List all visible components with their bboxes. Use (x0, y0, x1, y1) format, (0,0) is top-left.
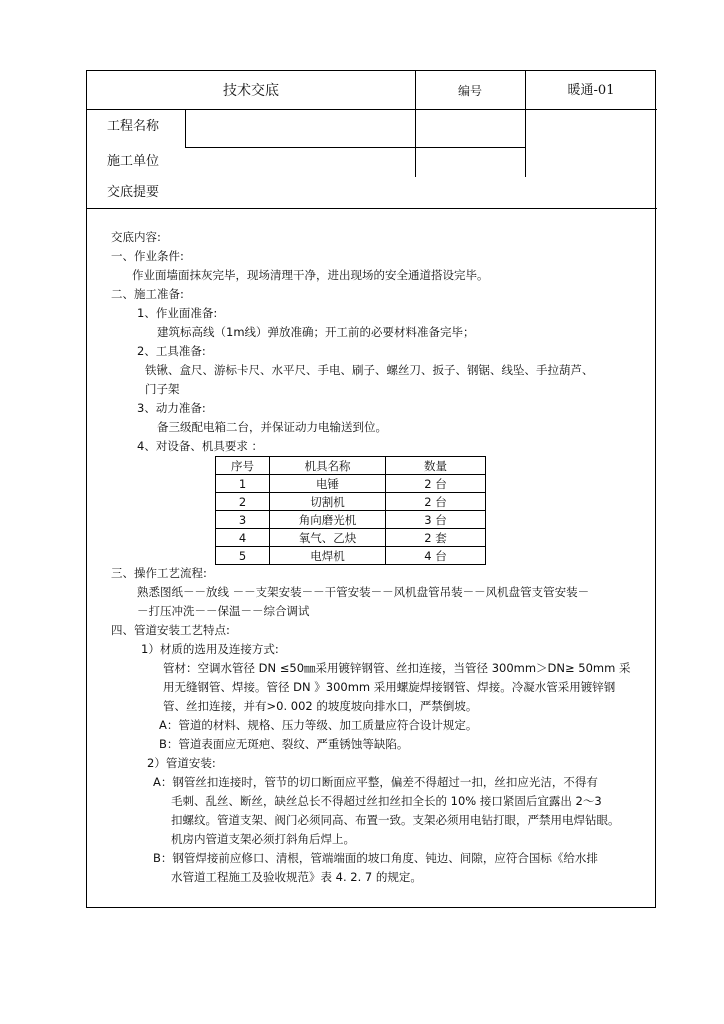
document-title: 技术交底 (223, 83, 279, 99)
section-4-2-item-a: A：钢管丝扣连接时，管节的切口断面应平整，偏差不得超过一扣，丝扣应光洁，不得有 (153, 775, 598, 789)
construction-unit-label: 施工单位 (107, 154, 160, 169)
section-2-2-body: 门子架 (145, 382, 180, 396)
section-1-body: 作业面墙面抹灰完毕，现场清理干净，进出现场的安全通道搭设完毕。 (132, 268, 489, 282)
table-header-row (216, 457, 486, 475)
section-4-2-title: 2）管道安装: (147, 756, 216, 770)
section-4-title: 四、管道安装工艺特点: (111, 623, 230, 637)
table-cell: 4 (216, 529, 270, 547)
table-cell: 1 (216, 475, 270, 493)
summary-label: 交底提要 (107, 185, 160, 200)
table-row (216, 547, 486, 565)
header-grid (87, 71, 655, 209)
section-4-2-item-a: 毛刺、乱丝、断丝，缺丝总长不得超过丝扣丝扣全长的 10% 接口紧固后宜露出 2～3 (171, 794, 602, 808)
table-row (216, 475, 486, 493)
section-2-2-body: 铁锹、盒尺、游标卡尺、水平尺、手电、刷子、螺丝刀、扳子、钢锯、线坠、手拉葫芦、 (145, 363, 594, 377)
section-3-title: 三、操作工艺流程: (111, 566, 207, 580)
section-2-1-body: 建筑标高线（1m线）弹放准确；开工前的必要材料准备完毕； (157, 325, 475, 339)
section-2-1-title: 1、作业面准备: (137, 306, 218, 320)
table-cell: 4 台 (386, 547, 486, 565)
section-4-1-item-a: A：管道的材料、规格、压力等级、加工质量应符合设计规定。 (159, 718, 478, 732)
column-header: 机具名称 (270, 457, 386, 475)
section-4-2-item-a: 机房内管道支架必须打斜角后焊上。 (171, 832, 355, 846)
table-cell: 切割机 (270, 493, 386, 511)
divider (185, 147, 525, 148)
number-value: 暖通-01 (567, 83, 615, 98)
table-row (216, 511, 486, 529)
table-cell: 电焊机 (270, 547, 386, 565)
table-row (216, 493, 486, 511)
table-cell: 5 (216, 547, 270, 565)
table-cell: 氧气、乙炔 (270, 529, 386, 547)
technical-disclosure-sheet (86, 70, 656, 908)
section-4-2-item-a: 扣螺纹。管道支架、阀门必须同高、布置一致。支架必须用电钻打眼，严禁用电焊钻眼。 (171, 813, 620, 827)
table-cell: 3 台 (386, 511, 486, 529)
divider (87, 109, 657, 110)
section-2-2-title: 2、工具准备: (137, 344, 206, 358)
section-4-1-body: 管材：空调水管径 DN ≤50㎜采用镀锌钢管、丝扣连接，当管径 300mm＞DN≥ 50mm 采 (163, 661, 631, 675)
divider (87, 208, 657, 209)
section-4-2-item-b: B：钢管焊接前应修口、清根，管端端面的坡口角度、钝边、间隙，应符合国标《给水排 (153, 851, 598, 865)
section-1-title: 一、作业条件: (111, 249, 184, 263)
column-header: 序号 (216, 457, 270, 475)
section-4-1-item-b: B：管道表面应无斑疤、裂纹、严重锈蚀等缺陷。 (159, 737, 409, 751)
section-4-1-body: 管、丝扣连接，并有>0. 002 的坡度坡向排水口，严禁倒坡。 (163, 699, 478, 713)
table-cell: 2 台 (386, 493, 486, 511)
section-4-1-body: 用无缝钢管、焊接。管径 DN 》300mm 采用螺旋焊接钢管、焊接。冷凝水管采用镀锌钢 (163, 680, 616, 694)
table-cell: 2 台 (386, 475, 486, 493)
table-cell: 2 套 (386, 529, 486, 547)
section-4-1-title: 1）材质的选用及连接方式: (141, 642, 279, 656)
section-4-2-item-b: 水管道工程施工及验收规范》表 4. 2. 7 的规定。 (171, 870, 422, 884)
section-2-title: 二、施工准备: (111, 287, 184, 301)
section-2-3-body: 备三级配电箱二台，并保证动力电输送到位。 (157, 420, 387, 434)
section-2-4-title: 4、对设备、机具要求 ： (137, 439, 263, 453)
table-cell: 电锤 (270, 475, 386, 493)
table-cell: 2 (216, 493, 270, 511)
table-cell: 角向磨光机 (270, 511, 386, 529)
number-label: 编号 (457, 84, 482, 98)
project-name-label: 工程名称 (107, 119, 160, 134)
divider (185, 109, 186, 147)
section-3-body: －打压冲洗－－保温－－综合调试 (137, 604, 310, 618)
table-row (216, 529, 486, 547)
equipment-table (215, 456, 486, 565)
content-heading: 交底内容: (111, 230, 161, 244)
column-header: 数量 (386, 457, 486, 475)
table-cell: 3 (216, 511, 270, 529)
section-3-body: 熟悉图纸－－放线 －－支架安装－－干管安装－－风机盘管吊装－－风机盘管支管安装－ (137, 585, 590, 599)
section-2-3-title: 3、动力准备: (137, 401, 206, 415)
